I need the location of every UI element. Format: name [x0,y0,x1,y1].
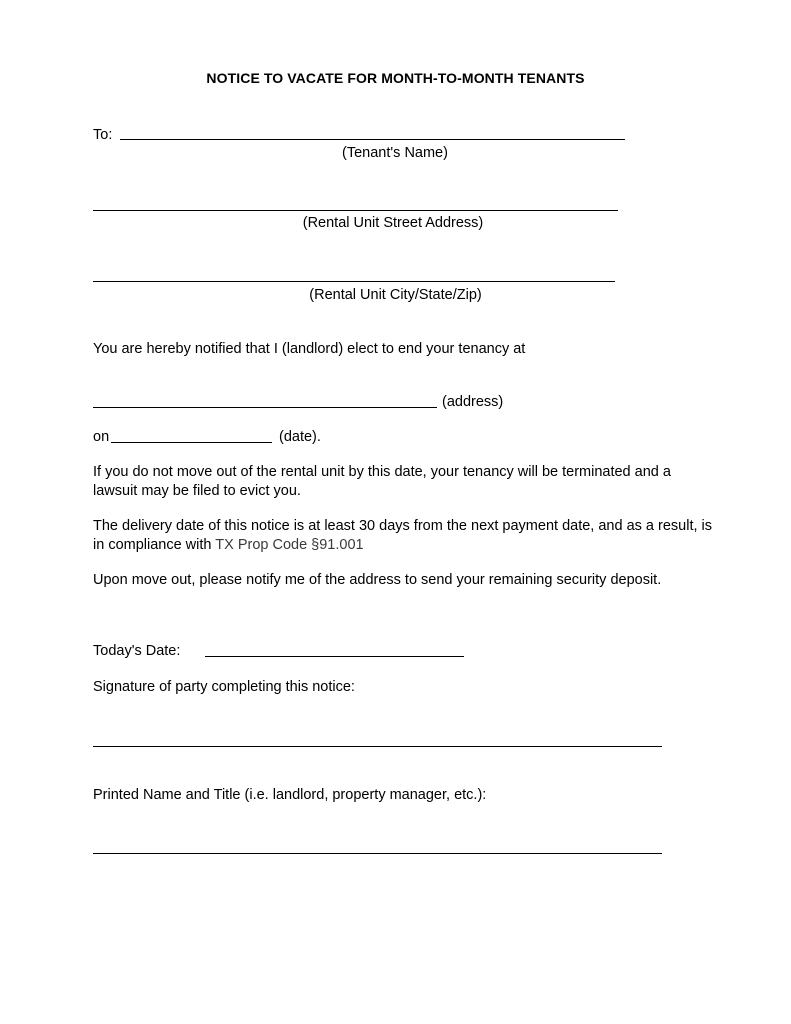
todays-date-line[interactable] [205,656,464,657]
notified-text: You are hereby notified that I (landlord) elect to end your tenancy at [93,341,526,357]
tenant-name-line[interactable] [120,139,625,140]
street-address-label: (Rental Unit Street Address) [302,215,484,231]
todays-date-label: Today's Date: [93,643,181,659]
move-out-warning: If you do not move out of the rental unit by this date, your tenancy will be terminated and a lawsuit may be filed to evict you. [93,464,671,499]
end-date-line[interactable] [111,442,272,443]
date-label: (date). [279,429,321,445]
document-title: NOTICE TO VACATE FOR MONTH-TO-MONTH TENANTS [206,70,585,86]
city-state-zip-line[interactable] [93,281,615,282]
signature-line[interactable] [93,746,662,747]
printed-name-line[interactable] [93,853,662,854]
deposit-text: Upon move out, please notify me of the address to send your remaining security deposit. [93,572,662,588]
delivery-paragraph [93,517,713,554]
signature-label: Signature of party completing this notice: [93,679,355,695]
printed-name-label: Printed Name and Title (i.e. landlord, property manager, etc.): [93,787,487,803]
statute-citation: TX Prop Code §91.001 [215,536,364,553]
address-label: (address) [442,394,504,410]
delivery-text: The delivery date of this notice is at least 30 days from the next payment date, and as a result, is in compliance with [93,518,712,553]
street-address-line[interactable] [93,210,618,211]
on-label: on [93,429,110,445]
to-label: To: [93,127,113,143]
tenancy-address-line[interactable] [93,407,437,408]
tenant-name-label: (Tenant's Name) [342,145,448,161]
city-state-zip-label: (Rental Unit City/State/Zip) [309,287,482,303]
